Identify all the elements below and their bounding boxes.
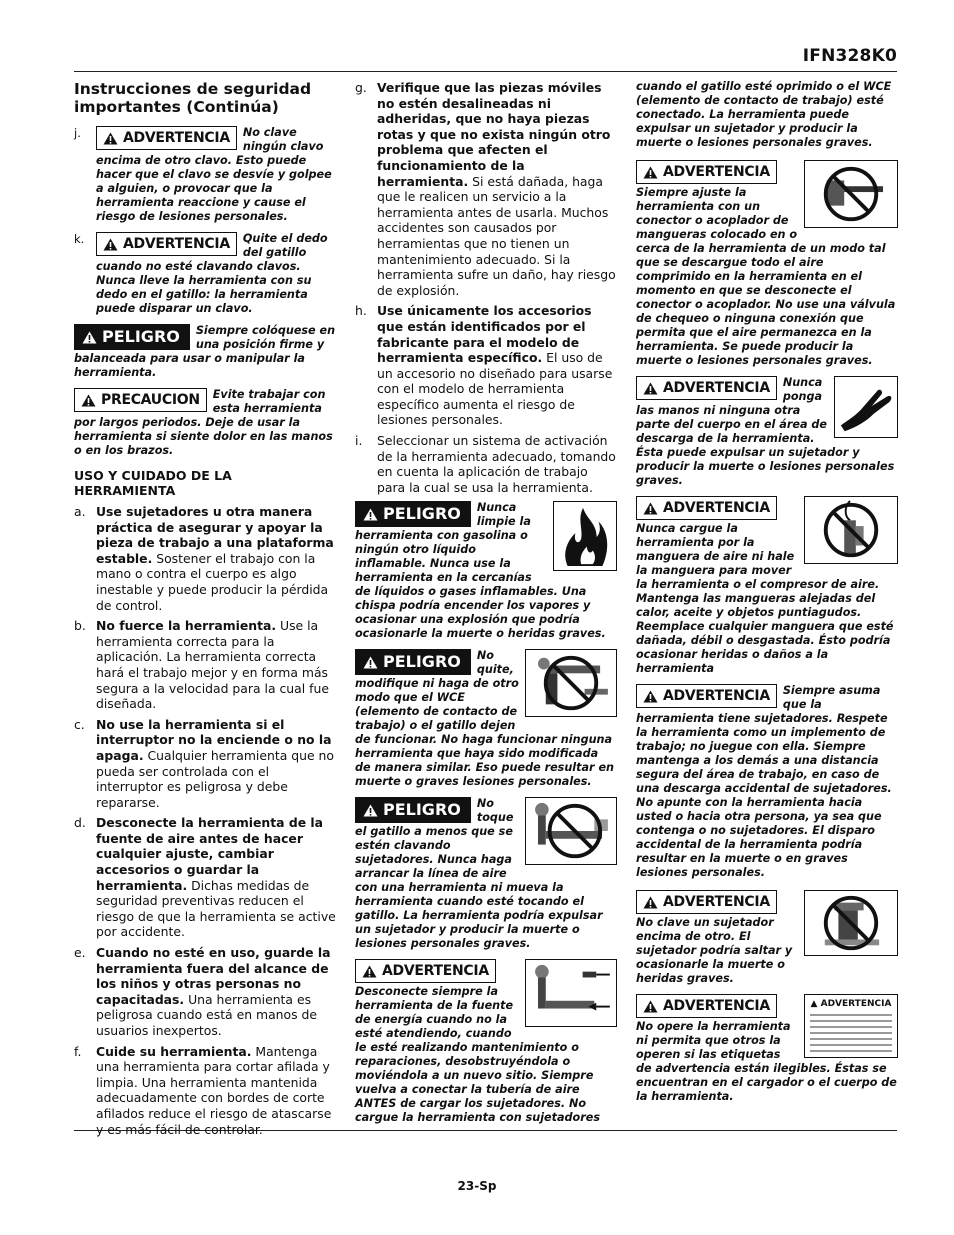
sign-label: ADVERTENCIA: [663, 894, 770, 910]
warning-text: Siempre colóquese en una posición firme y balanceada para usar o manipular la herramienta.: [74, 324, 336, 379]
column-2: [355, 80, 617, 1133]
warning-text: Quite el dedo del gatillo cuando no esté clavando clavos. Nunca lleve la herramienta con su dedo en el gatillo: la herramienta puede disparar un clavo.: [96, 232, 328, 315]
warning-j: [74, 126, 336, 224]
list-item: [74, 945, 336, 1039]
item-letter: f.: [74, 1043, 82, 1059]
sign-label: ADVERTENCIA: [663, 164, 770, 180]
item-lead: No use la herramienta si el interruptor no la enciende o no la apaga.: [96, 716, 332, 763]
item-text: Mantenga una herramienta para cortar afilada y limpia. Una herramienta mantenida adecuadamente con bordes de corte afilados reduce el riesgo de atascarse y es más fácil de controlar.: [96, 1043, 332, 1137]
header-rule: [74, 71, 897, 72]
page-number: 23-Sp: [457, 1179, 497, 1193]
item-letter: c.: [74, 716, 85, 732]
warning-triangle-icon: [643, 896, 658, 909]
column-3: [636, 80, 898, 1112]
warning-text: Siempre ajuste la herramienta con un conector o acoplador de mangueras colocado en o cerca de la herramienta de un modo tal que se descargue todo el aire comprimido en la herramienta en el momento en que se desconecte el conector o acoplador. No use una válvula de chequeo o ninguna conexión que permita que el aire permanezca en la herramienta. Se puede producir la muerte o lesiones personales graves.: [636, 186, 896, 367]
list-item: [74, 1044, 336, 1138]
peligro-stance: [74, 324, 336, 380]
list-item: [355, 303, 617, 428]
advertencia-sign: [355, 959, 496, 983]
item-letter: j.: [74, 126, 81, 140]
sign-label: PELIGRO: [383, 504, 461, 524]
no-tool-modify-icon: [525, 649, 617, 717]
care-list-continued: [355, 80, 617, 495]
item-lead: Verifique que las piezas móviles no estén desalineadas ni adheridas, que no haya piezas rotas y que no exista ningún otro problema que afecten el funcionamiento de la herramienta.: [377, 80, 611, 189]
sign-label: PRECAUCION: [101, 392, 200, 408]
warning-text: No clave ningún clavo encima de otro clavo. Esto puede hacer que el clavo se desvíe y golpee a alguien, o provocar que la herramienta reaccione y cause el riesgo de lesiones personales.: [96, 126, 332, 223]
item-letter: d.: [74, 815, 86, 831]
warning-text: Desconecte siempre la herramienta de la fuente de energía cuando no la esté atendiendo, cuando le esté realizando mantenimiento o reparaciones, desobstruyéndola o moviéndola a un nuevo sitio. Siempre vuelva a conectar la tubería de aire ANTES de cargar los sujetadores. No cargue la herramienta con sujetadores: [355, 985, 600, 1125]
warning-triangle-icon: [363, 656, 378, 669]
sign-label: ADVERTENCIA: [123, 130, 230, 146]
sign-label: PELIGRO: [102, 327, 180, 346]
warning-triangle-icon: [82, 331, 97, 344]
no-carry-hose-icon: [804, 496, 898, 564]
sign-label: PELIGRO: [383, 800, 461, 820]
item-text: El uso de un accesorio no diseñado para usarse con el modelo de herramienta específico aumenta el riesgo de lesiones personales.: [377, 350, 613, 428]
item-letter: e.: [74, 945, 86, 961]
advertencia-coupler: [636, 160, 898, 368]
item-lead: Desconecte la herramienta de la fuente de aire antes de hacer cualquier ajuste, cambiar accesorios o guardar la herramienta.: [96, 815, 324, 893]
advertencia-sign: [636, 496, 777, 520]
advertencia-loaded: [636, 684, 898, 880]
sign-label: ADVERTENCIA: [382, 963, 489, 980]
item-letter: g.: [355, 80, 367, 95]
warning-triangle-icon: [643, 166, 658, 179]
model-number: IFN328K0: [802, 46, 897, 66]
advertencia-sign: [636, 684, 777, 708]
advertencia-sign: [96, 232, 237, 256]
sign-label: ADVERTENCIA: [663, 380, 770, 396]
item-text: Si está dañada, haga que le realicen un servicio a la herramienta antes de usarla. Muchos accidentes son causados por herramientas que no tienen un mantenimiento adecuado. Si la herramienta sufre un daño, hay riesgo de explosión.: [377, 173, 616, 298]
care-list: [74, 504, 336, 1137]
flame-icon: [553, 501, 617, 571]
sign-label: ADVERTENCIA: [123, 236, 230, 252]
advertencia-hands: [636, 376, 898, 488]
advertencia-disconnect: [355, 959, 617, 1125]
sign-label: ADVERTENCIA: [663, 500, 770, 516]
disconnect-air-icon: [525, 959, 617, 1027]
item-text: Cualquier herramienta que no pueda ser controlada con el interruptor es peligrosa y debe repararse.: [96, 747, 334, 810]
warning-text: No quite, modifique ni haga de otro modo que el WCE (elemento de contacto de trabajo) o el gatillo dejen de funcionar. No haga funcionar ninguna herramienta que haya sido modificada de manera similar. Eso puede resultar en muerte o graves lesiones personales.: [355, 649, 615, 789]
warning-text: No opere la herramienta ni permita que otros la operen si las etiquetas de advertencia están ilegibles. Éstas se encuentran en el cargador o el cuerpo de la herramienta.: [636, 1020, 897, 1103]
sign-label: ADVERTENCIA: [663, 998, 770, 1014]
advertencia-sign: [636, 376, 777, 400]
advertencia-nail-on-nail: [636, 890, 898, 986]
advertencia-sign: [636, 890, 777, 914]
item-lead: Use sujetadores u otra manera práctica de asegurar y apoyar la pieza de trabajo a una plataforma estable.: [96, 504, 334, 566]
warning-text: cuando el gatillo esté oprimido o el WCE (elemento de contacto de trabajo) esté conectado. La herramienta puede expulsar un sujetador y producir la muerte o lesiones personales graves.: [636, 80, 892, 149]
list-item: [74, 504, 336, 613]
advertencia-sign: [636, 160, 777, 184]
warning-triangle-icon: [103, 132, 118, 145]
item-text: Una herramienta es peligrosa cuando está en manos de usuarios inexpertos.: [96, 991, 317, 1038]
item-letter: b.: [74, 618, 86, 634]
item-letter: i.: [355, 433, 363, 449]
warning-triangle-icon: [81, 394, 96, 407]
item-text: Dichas medidas de seguridad preventivas reducen el riesgo de que la herramienta se active por accidente.: [96, 877, 336, 940]
warning-text: Nunca cargue la herramienta por la manguera de aire ni hale la manguera para mover la herramienta o el compresor de aire. Mantenga las mangueras alejadas del calor, aceite y objetos puntiagudos. Reemplace cualquier manguera que esté dañada, débil o desgastada. Ésto podría ocasionar heridas o daños a la herramienta: [636, 522, 894, 675]
warning-k: [74, 232, 336, 316]
warning-text: Nunca ponga las manos ni ninguna otra parte del cuerpo en el área de descarga de la herramienta. Ésta puede expulsar un sujetador y producir la muerte o lesiones personales graves.: [636, 376, 895, 487]
warning-triangle-icon: [643, 690, 658, 703]
list-item: [74, 815, 336, 940]
precaucion-sign: [74, 388, 207, 412]
item-letter: h.: [355, 303, 367, 319]
item-lead: Cuando no esté en uso, guarde la herramienta fuera del alcance de los niños y otras personas no capacitadas.: [96, 945, 331, 1007]
label-lines: [810, 1014, 892, 1054]
peligro-no-modify: [355, 649, 617, 789]
warning-continued: [636, 80, 898, 150]
section-title: Instrucciones de seguridad importantes (Continúa): [74, 80, 312, 116]
warning-triangle-icon: [363, 804, 378, 817]
warning-text: No clave un sujetador encima de otro. El sujetador podría saltar y ocasionarle la muerte o heridas graves.: [636, 916, 793, 985]
peligro-sign: [74, 324, 190, 350]
warning-text: Siempre asuma que la herramienta tiene sujetadores. Respete la herramienta como un implemento de trabajo; no juegue con ella. Siempre mantenga a los demás a una distancia segura del área de trabajo, en caso de una descarga accidental de sujetadores. No apunte con la herramienta hacia usted o hacia otra persona, ya sea que contenga o no sujetadores. El disparo accidental de la herramienta podría resultar en la muerte o en graves lesiones personales.: [636, 684, 892, 879]
no-check-valve-icon: [804, 160, 898, 228]
sign-label: PELIGRO: [383, 652, 461, 672]
sign-label: ADVERTENCIA: [663, 688, 770, 704]
column-1: [74, 80, 336, 1142]
item-text: Seleccionar un sistema de activación de la herramienta adecuado, tomando en cuenta la aplicación de trabajo para la cual se usa la herramienta.: [377, 433, 616, 495]
no-nail-on-nail-icon: [804, 890, 898, 956]
subsection-heading: USO Y CUIDADO DE LA HERRAMIENTA: [74, 468, 232, 498]
peligro-sign: [355, 797, 471, 823]
warning-text: Nunca limpie la herramienta con gasolina o ningún otro líquido inflamable. Nunca use la herramienta en la cercanías de líquidos o gases inflamables. Una chispa podría encender los vapores y ocasionar una explosión que podría ocasionarle la muerte o heridas graves.: [355, 501, 606, 641]
list-item: [74, 618, 336, 712]
item-lead: Cuide su herramienta.: [96, 1043, 252, 1059]
peligro-sign: [355, 501, 471, 527]
list-item: [355, 433, 617, 495]
advertencia-labels: [636, 994, 898, 1104]
hand-danger-icon: [834, 376, 898, 438]
warning-label-icon: [804, 994, 898, 1058]
item-lead: Use únicamente los accesorios que están identificados por el fabricante para el modelo de herramienta específico.: [377, 303, 592, 366]
item-letter: a.: [74, 504, 86, 519]
label-heading: ▲ ADVERTENCIA: [810, 999, 892, 1009]
warning-triangle-icon: [363, 508, 378, 521]
warning-triangle-icon: [103, 238, 118, 251]
peligro-sign: [355, 649, 471, 675]
peligro-trigger: [355, 797, 617, 951]
item-text: Sostener el trabajo con la mano o contra el cuerpo es algo inestable y puede producir la pérdida de control.: [96, 550, 329, 613]
warning-triangle-icon: [643, 1000, 658, 1013]
advertencia-hose: [636, 496, 898, 676]
warning-triangle-icon: [362, 965, 377, 978]
list-item: [355, 80, 617, 298]
warning-triangle-icon: [643, 502, 658, 515]
item-lead: No fuerce la herramienta.: [96, 618, 277, 634]
warning-triangle-icon: [643, 382, 658, 395]
warning-text: Evite trabajar con esta herramienta por largos periodos. Deje de usar la herramienta si siente dolor en las manos o en los brazos.: [74, 388, 333, 457]
precaucion-fatigue: [74, 388, 336, 458]
item-letter: k.: [74, 232, 85, 246]
item-text: Use la herramienta correcta para la aplicación. La herramienta correcta hará el trabajo mejor y en forma más segura a la velocidad para la cual fue diseñada.: [96, 618, 329, 712]
advertencia-sign: [96, 126, 237, 150]
advertencia-sign: [636, 994, 777, 1018]
no-trigger-icon: [525, 797, 617, 865]
peligro-flammable: [355, 501, 617, 641]
warning-text: No toque el gatillo a menos que se estén clavando sujetadores. Nunca haga arrancar la línea de aire con una herramienta ni mueva la herramienta cuando esté tocando el gatillo. La herramienta podría expulsar un sujetador y producir la muerte o lesiones personales graves.: [355, 797, 603, 951]
list-item: [74, 717, 336, 811]
